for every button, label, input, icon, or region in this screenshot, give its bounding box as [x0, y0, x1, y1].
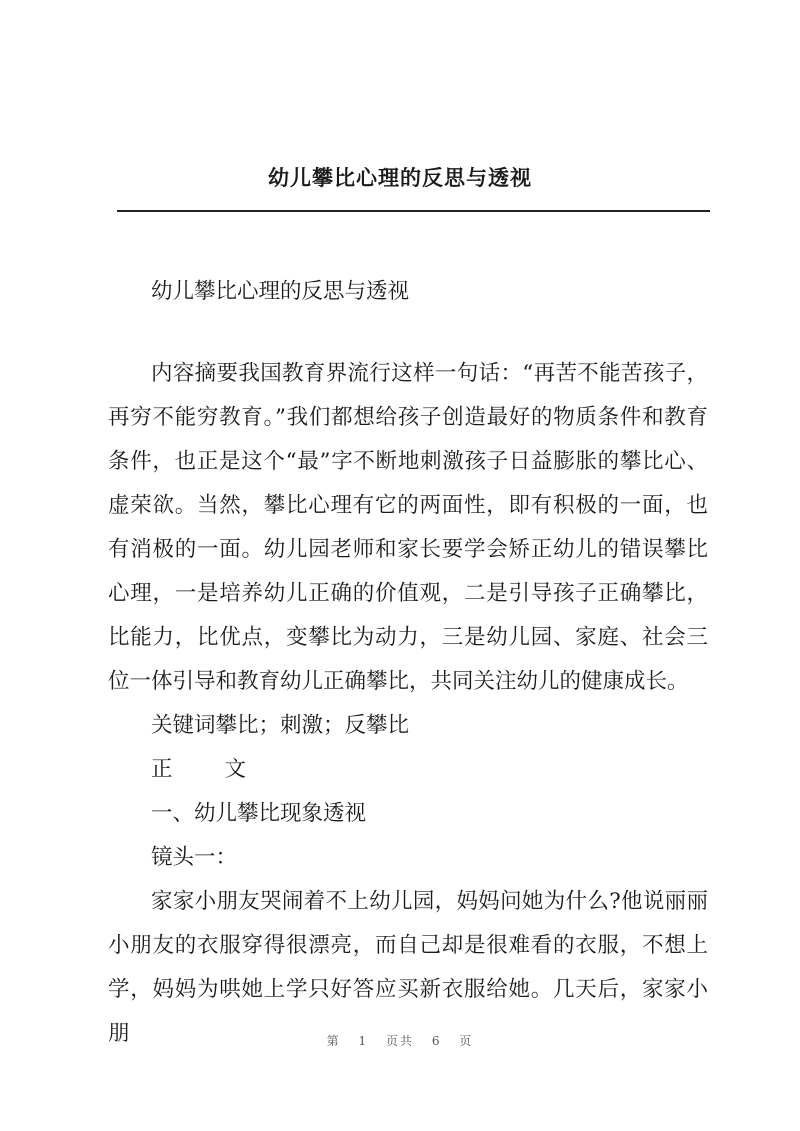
section-heading: 一、幼儿攀比现象透视	[151, 801, 367, 826]
shot-heading: 镜头一：	[151, 845, 238, 870]
page-footer	[0, 1032, 800, 1049]
keywords-line: 关键词攀比；刺激；反攀比	[151, 713, 410, 738]
body-paragraph: 家家小朋友哭闹着不上幼儿园，妈妈问她为什么?他说丽丽小朋友的衣服穿得很漂亮，而自己却是很难看的衣服，不想上学，妈妈为哄她上学只好答应买新衣服给她。几天后，家家小朋	[108, 889, 708, 1046]
document-title: 幼儿攀比心理的反思与透视	[151, 279, 410, 304]
page-header-title: 幼儿攀比心理的反思与透视	[268, 165, 532, 190]
main-text-label-char-2: 文	[224, 757, 247, 782]
abstract-paragraph: 内容摘要我国教育界流行这样一句话：“再苦不能苦孩子，再穷不能穷教育。”我们都想给孩子创造最好的物质条件和教育条件，也正是这个“最”字不断地刺激孩子日益膨胀的攀比心、虚荣欲。当然，攀比心理有它的两面性，即有积极的一面，也有消极的一面。幼儿园老师和家长要学会矫正幼儿的错误攀比心理，一是培养幼儿正确的价值观，二是引导孩子正确攀比，比能力，比优点，变攀比为动力，三是幼儿园、家庭、社会三位一体引导和教育幼儿正确攀比，共同关注幼儿的健康成长。	[108, 361, 708, 694]
footer-total-pages: 6	[431, 1034, 442, 1048]
document-body	[108, 270, 708, 1056]
main-text-label-char-1: 正	[151, 757, 173, 782]
header-divider	[117, 210, 710, 212]
main-text-label	[108, 748, 708, 792]
footer-prefix: 第	[326, 1034, 341, 1048]
footer-page-number: 1	[358, 1034, 369, 1048]
footer-suffix: 页	[459, 1034, 474, 1048]
footer-middle: 页共	[385, 1034, 414, 1048]
